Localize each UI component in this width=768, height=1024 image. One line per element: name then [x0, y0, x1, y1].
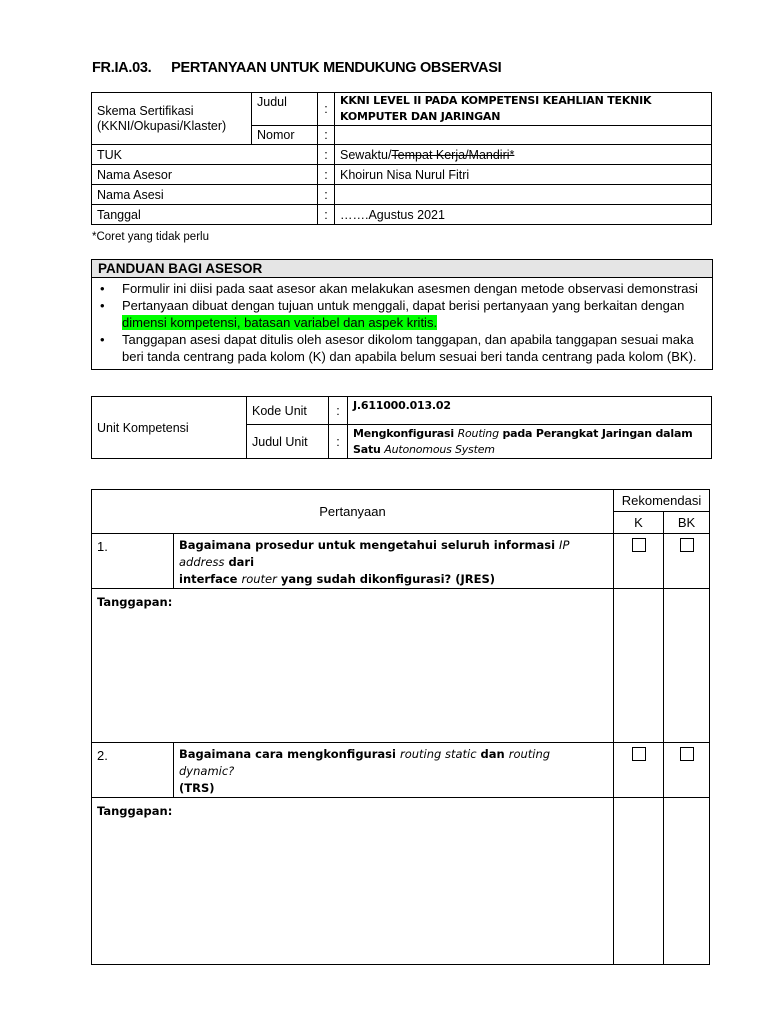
rekomendasi-header: Rekomendasi — [614, 490, 710, 512]
header-table — [91, 92, 712, 225]
asesor-value[interactable]: Khoirun Nisa Nurul Fitri — [335, 165, 712, 185]
bk-cell — [664, 743, 710, 798]
question-text-part: dan — [476, 747, 509, 761]
k-cell — [614, 743, 664, 798]
judul-colon: : — [318, 93, 335, 126]
judul-unit-text: pada Perangkat Jaringan dalam — [498, 426, 693, 440]
judul-unit-italic: Autonomous System — [384, 442, 495, 456]
question-text-italic: router — [241, 572, 277, 586]
question-text-part: yang sudah dikonfigurasi? (JRES) — [276, 572, 495, 586]
question-text-part: Bagaimana prosedur untuk mengetahui seluruh informasi — [179, 538, 560, 552]
bk-checkbox[interactable] — [680, 538, 694, 552]
judul-unit-text: Mengkonfigurasi — [353, 426, 458, 440]
form-title: PERTANYAAN UNTUK MENDUKUNG OBSERVASI — [171, 60, 502, 76]
asesi-label: Nama Asesi — [92, 185, 318, 205]
tuk-value — [335, 145, 712, 165]
panduan-list — [92, 278, 712, 369]
question-text-italic: IP address — [179, 538, 570, 569]
nomor-colon: : — [318, 126, 335, 145]
panduan-box — [91, 259, 713, 370]
k-checkbox[interactable] — [632, 747, 646, 761]
tanggapan-label: Tanggapan: — [97, 804, 173, 818]
nomor-value[interactable] — [335, 126, 712, 145]
judul-value-line1: KKNI LEVEL II PADA KOMPETENSI KEAHLIAN TEKNIK — [340, 94, 652, 107]
panduan-item — [122, 331, 706, 365]
bk-answer-cell — [664, 589, 710, 743]
bk-checkbox[interactable] — [680, 747, 694, 761]
panduan-heading: PANDUAN BAGI ASESOR — [92, 260, 712, 278]
nomor-label: Nomor — [252, 126, 318, 145]
skema-label-sub: (KKNI/Okupasi/Klaster) — [97, 118, 227, 133]
panduan-item — [122, 297, 706, 331]
question-text-part: interface — [179, 572, 242, 586]
tanggapan-label: Tanggapan: — [97, 595, 173, 609]
question-text-part: dari — [224, 555, 255, 569]
judul-unit-label: Judul Unit — [247, 425, 329, 459]
panduan-item-text: Pertanyaan dibuat dengan tujuan untuk menggali, dapat berisi pertanyaan yang berkaitan dengan — [122, 298, 685, 313]
tuk-value-struck: Tempat Kerja/Mandiri* — [391, 147, 515, 162]
question-table — [91, 489, 710, 965]
judul-unit-italic: Routing — [457, 426, 499, 440]
judul-label: Judul — [252, 93, 318, 126]
tanggapan-cell[interactable] — [92, 798, 614, 965]
k-answer-cell — [614, 798, 664, 965]
skema-label: Skema Sertifikasi — [97, 103, 194, 118]
panduan-item: • Formulir ini diisi pada saat asesor akan melakukan asesmen dengan metode observasi demonstrasi — [122, 280, 706, 297]
asesor-label: Nama Asesor — [92, 165, 318, 185]
unit-label: Unit Kompetensi — [92, 397, 247, 459]
asesor-colon: : — [318, 165, 335, 185]
question-text — [174, 534, 614, 589]
highlighted-text: dimensi kompetensi, batasan variabel dan aspek kritis. — [122, 315, 438, 330]
question-text-italic: routing static — [399, 747, 477, 761]
bk-cell — [664, 534, 710, 589]
form-code: FR.IA.03. — [92, 60, 152, 76]
asesi-value[interactable] — [335, 185, 712, 205]
tuk-label: TUK — [92, 145, 318, 165]
question-text-part: Bagaimana cara mengkonfigurasi — [179, 747, 400, 761]
tanggal-label: Tanggal — [92, 205, 318, 225]
kode-value: J.611000.013.02 — [348, 397, 712, 425]
tanggapan-cell[interactable] — [92, 589, 614, 743]
question-number: 2. — [92, 743, 174, 798]
kode-label: Kode Unit — [247, 397, 329, 425]
question-text-italic: routing dynamic? — [179, 747, 551, 778]
judul-value — [335, 93, 712, 126]
tanggal-colon: : — [318, 205, 335, 225]
skema-label-cell — [92, 93, 252, 145]
page-title — [92, 60, 501, 76]
judul-value-line2: KOMPUTER DAN JARINGAN — [340, 110, 501, 123]
question-number: 1. — [92, 534, 174, 589]
judul-unit-text: Satu — [353, 442, 385, 456]
kode-colon: : — [329, 397, 348, 425]
k-answer-cell — [614, 589, 664, 743]
bk-answer-cell — [664, 798, 710, 965]
asesi-colon: : — [318, 185, 335, 205]
k-header: K — [614, 512, 664, 534]
strike-note: *Coret yang tidak perlu — [92, 231, 209, 243]
tanggal-value[interactable]: …….Agustus 2021 — [335, 205, 712, 225]
panduan-item-text: Tanggapan asesi dapat ditulis oleh asesor dikolom tanggapan, dan apabila tanggapan sesuai maka — [122, 332, 694, 347]
unit-table — [91, 396, 712, 459]
k-cell — [614, 534, 664, 589]
tuk-value-plain: Sewaktu/ — [340, 147, 392, 162]
question-text — [174, 743, 614, 798]
panduan-item-text: beri tanda centrang pada kolom (K) dan apabila belum sesuai beri tanda centrang pada kolom (BK). — [122, 349, 697, 364]
judul-unit-value — [348, 425, 712, 459]
judul-unit-colon: : — [329, 425, 348, 459]
tuk-colon: : — [318, 145, 335, 165]
pertanyaan-header: Pertanyaan — [92, 490, 614, 534]
bk-header: BK — [664, 512, 710, 534]
question-text-part: (TRS) — [179, 781, 215, 795]
k-checkbox[interactable] — [632, 538, 646, 552]
